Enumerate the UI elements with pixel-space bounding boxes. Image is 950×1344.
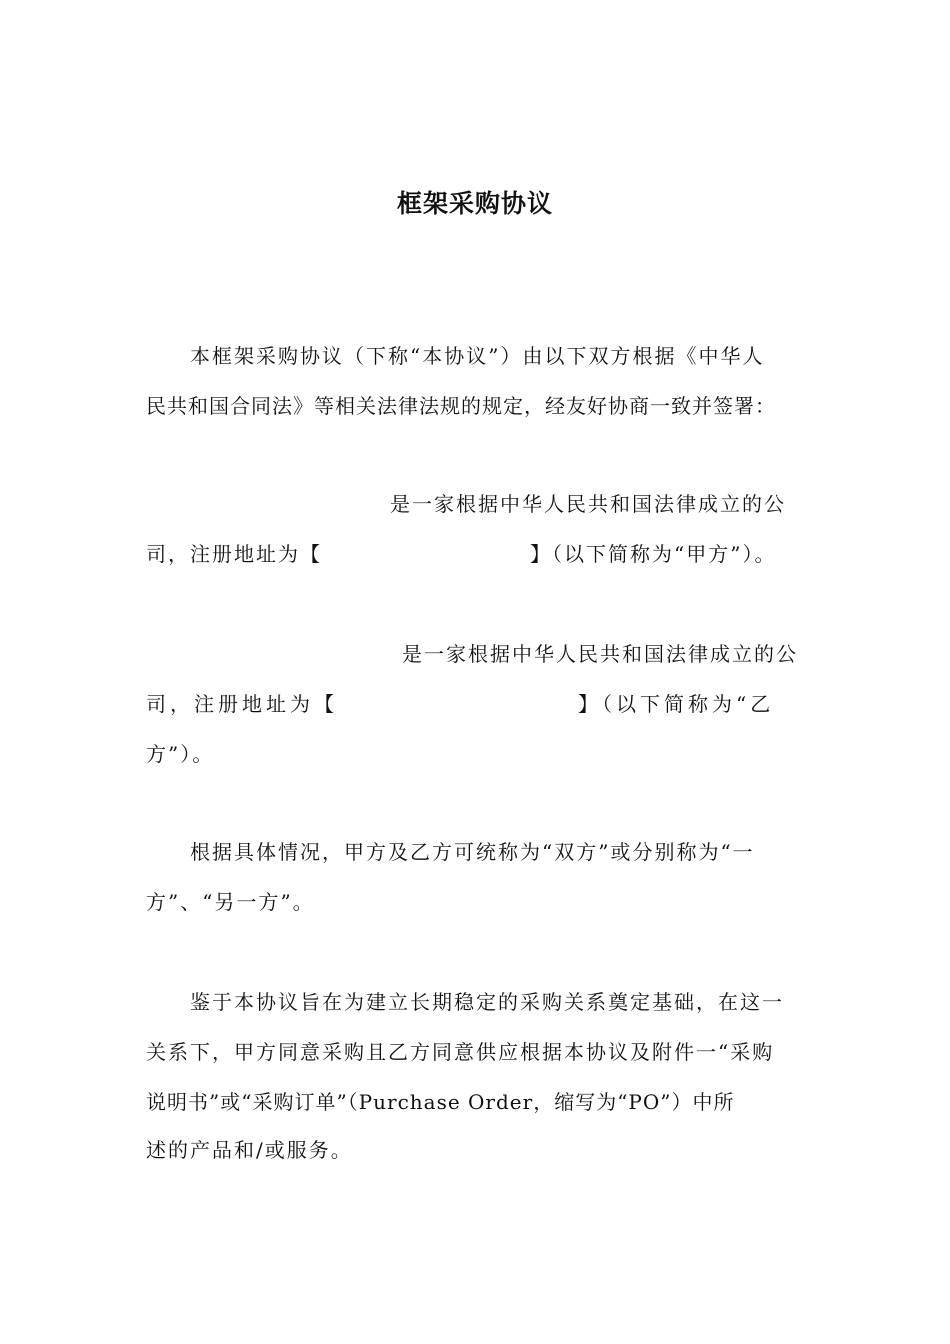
party-b-address-prefix: 司，注册地址为【 <box>146 692 338 716</box>
whereas-line-1: 鉴于本协议旨在为建立长期稳定的采购关系奠定基础，在这一 <box>190 990 784 1014</box>
whereas-line-3: 说明书”或“采购订单”（Purchase Order，缩写为“PO”）中所 <box>146 1090 735 1114</box>
intro-line-2: 民共和国合同法》等相关法律法规的规定，经友好协商一致并签署： <box>146 394 776 418</box>
collective-line-1: 根据具体情况，甲方及乙方可统称为“双方”或分别称为“一 <box>190 840 755 864</box>
document-title: 框架采购协议 <box>396 189 553 218</box>
party-a-line-2 <box>146 538 776 567</box>
party-a-address-suffix: 】（以下简称为“甲方”）。 <box>530 542 777 566</box>
whereas-line-2: 关系下，甲方同意采购且乙方同意供应根据本协议及附件一“采购 <box>146 1040 775 1064</box>
whereas-line-4: 述的产品和/或服务。 <box>146 1138 353 1162</box>
collective-line-2: 方”、“另一方”。 <box>146 890 315 914</box>
party-b-line-3: 方”）。 <box>146 742 215 766</box>
party-b-address-suffix: 】（以下简称为“乙 <box>578 692 775 716</box>
party-b-line-1: 是一家根据中华人民共和国法律成立的公 <box>402 642 798 666</box>
party-a-line-1: 是一家根据中华人民共和国法律成立的公 <box>390 492 786 516</box>
intro-line-1: 本框架采购协议（下称“本协议”）由以下双方根据《中华人 <box>190 344 765 368</box>
party-b-line-2 <box>146 688 774 717</box>
party-a-address-prefix: 司，注册地址为【 <box>146 542 322 566</box>
